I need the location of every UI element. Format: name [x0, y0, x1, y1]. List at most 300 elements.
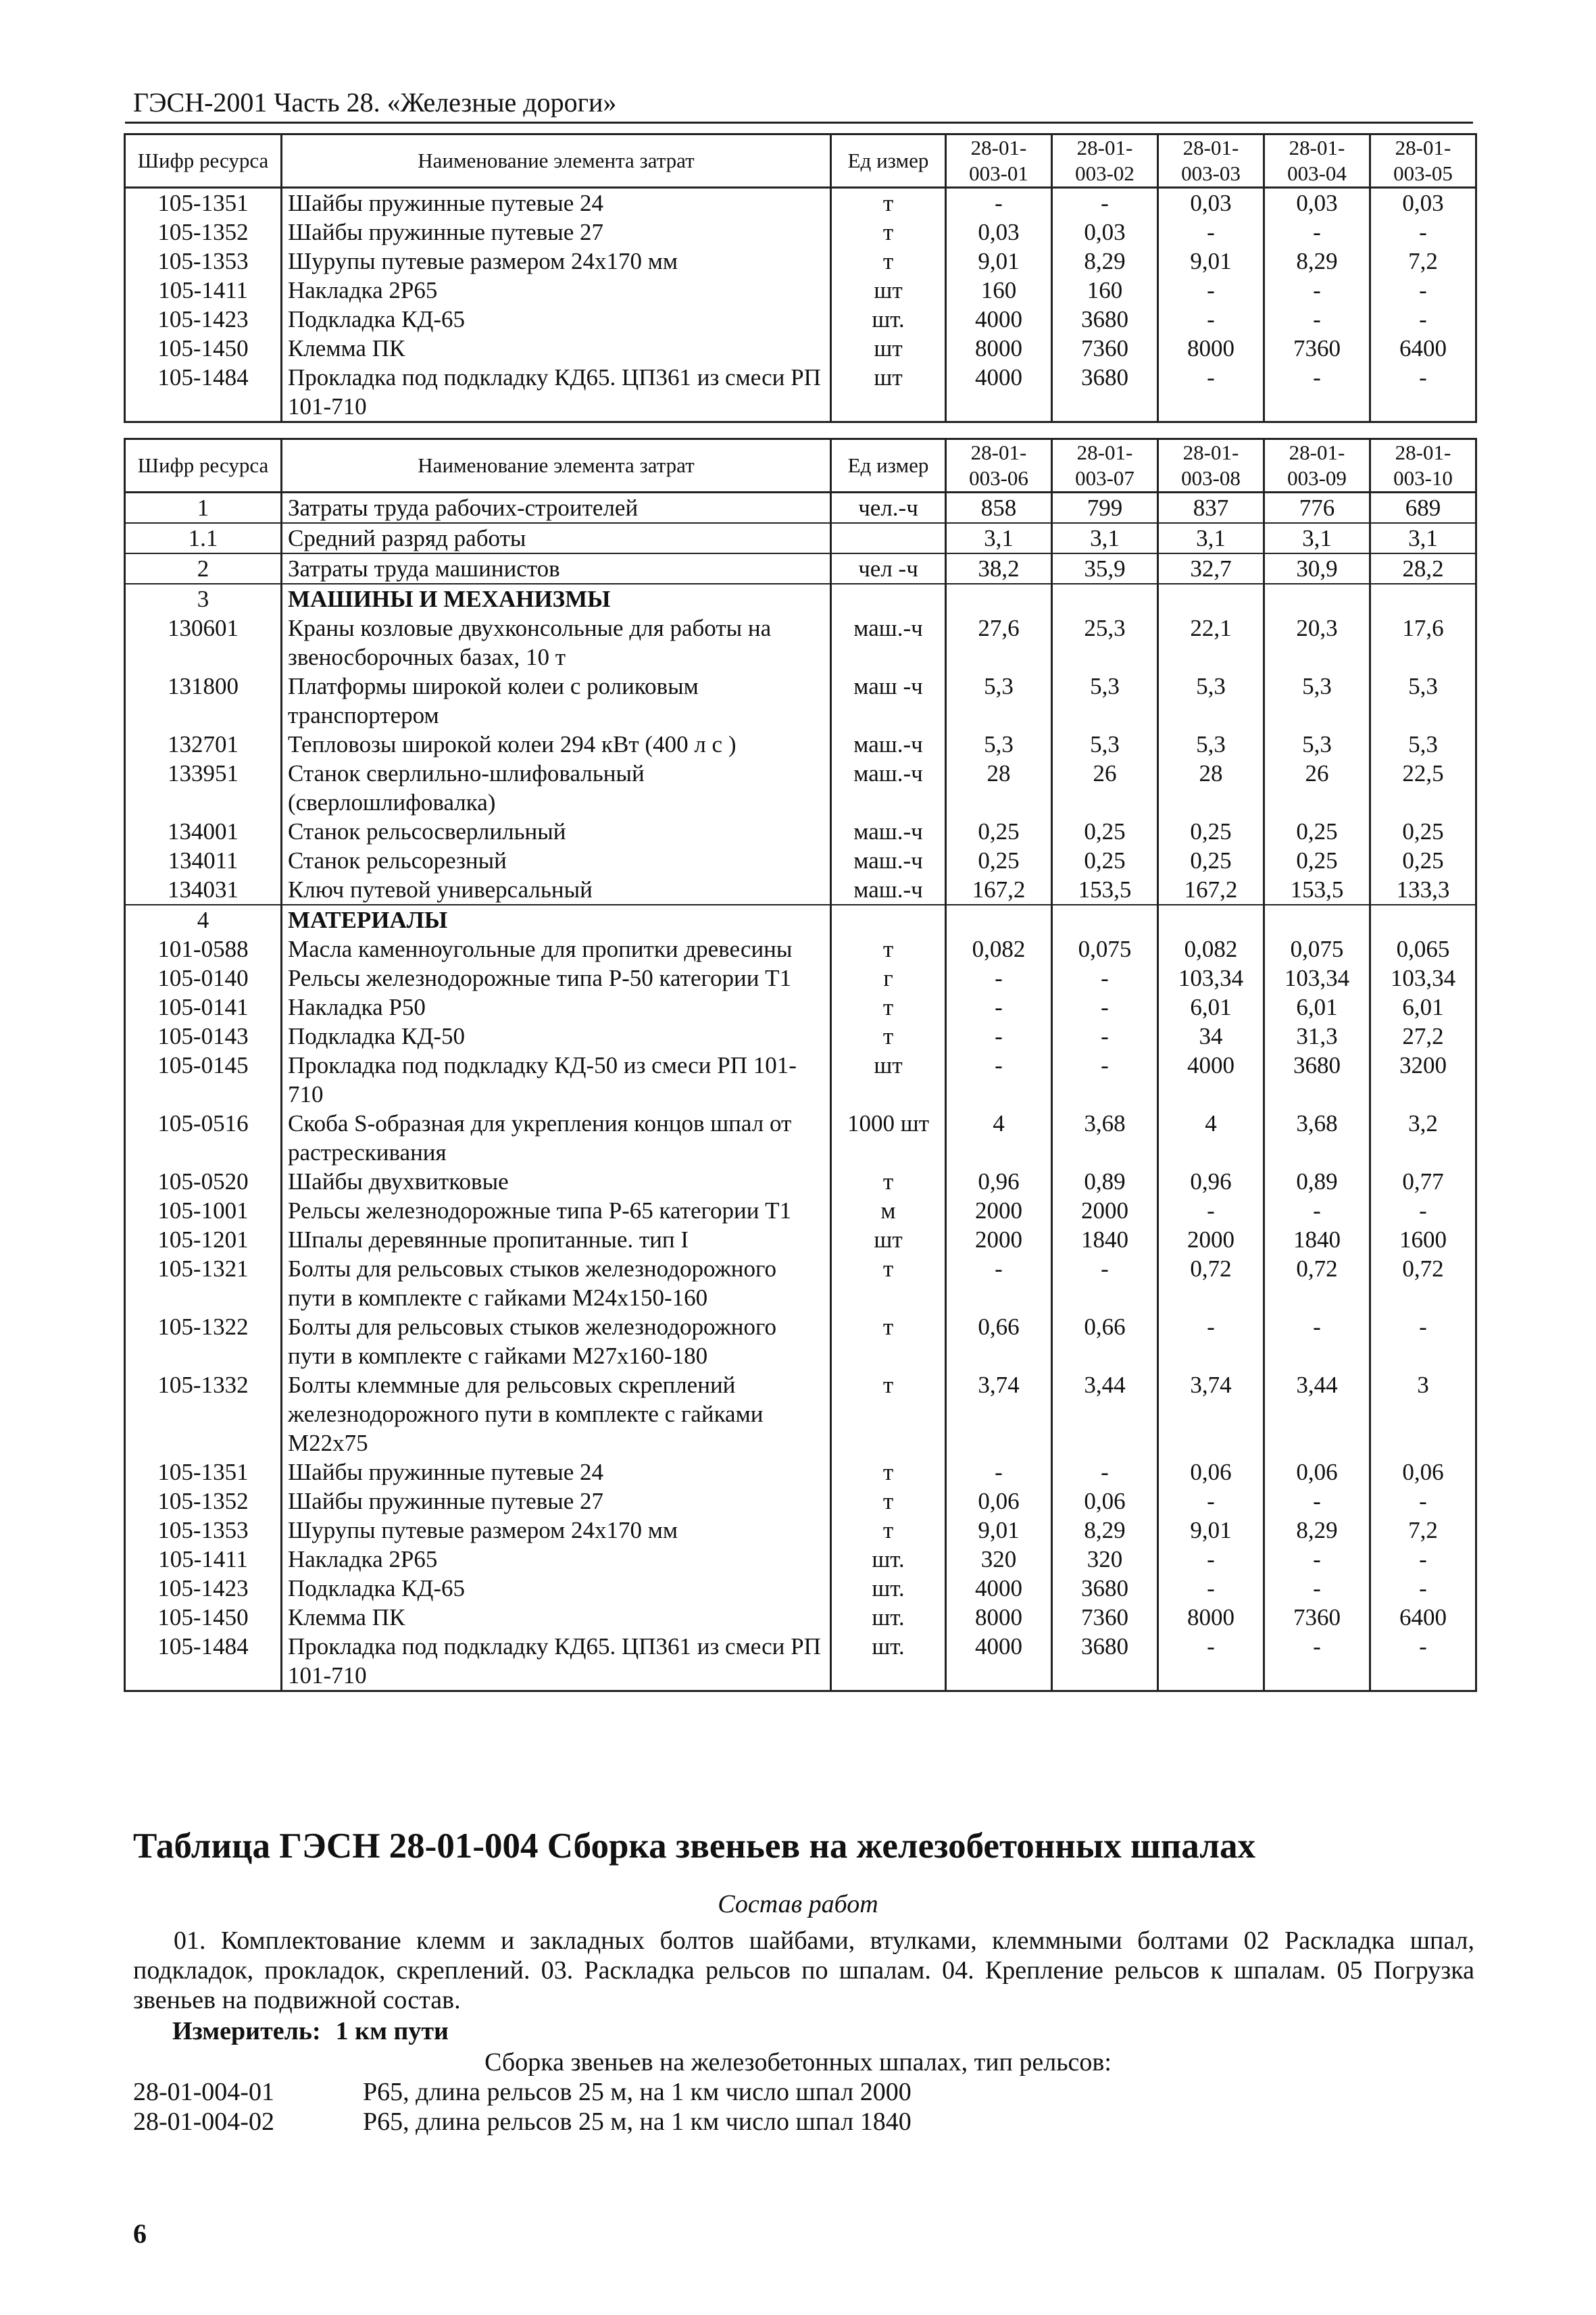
value-cell: 799 — [1052, 493, 1158, 524]
section-title: Таблица ГЭСН 28-01-004 Сборка звеньев на железобетонных шпалах — [133, 1826, 1255, 1866]
column-header: Шифр ресурса — [125, 134, 282, 188]
resource-name: Шурупы путевые размером 24x170 мм — [282, 1516, 831, 1545]
section-subtitle: Состав работ — [718, 1890, 878, 1918]
value-cell: 0,25 — [946, 846, 1052, 875]
resource-name: Шайбы пружинные путевые 27 — [282, 218, 831, 247]
value-cell: 3680 — [1052, 305, 1158, 334]
value-cell — [1370, 584, 1476, 614]
resource-name: Затраты труда рабочих-строителей — [282, 493, 831, 524]
resource-code: 105-0140 — [125, 964, 282, 993]
meter-value: 1 км пути — [335, 2017, 449, 2045]
value-cell: - — [1052, 1022, 1158, 1051]
value-cell: 0,25 — [1264, 846, 1370, 875]
unit-cell: маш.-ч — [831, 817, 946, 846]
value-cell: 160 — [946, 276, 1052, 305]
value-cell: 837 — [1158, 493, 1264, 524]
table-row — [125, 1225, 1476, 1254]
work-description: 01. Комплектование клемм и закладных болтов шайбами, втулками, клеммными болтами 02 Раскладка шпал, подкладок, прокладок, скреплений. 03. Раскладка рельсов по шпалам. 04. Крепление рельсов к шпалам. 05 Погрузка звеньев на подвижной состав. — [133, 1926, 1474, 2014]
value-cell: - — [1264, 1632, 1370, 1691]
resource-code: 105-1484 — [125, 363, 282, 422]
column-header: 28-01-003-10 — [1370, 439, 1476, 493]
resource-name: Скоба S-образная для укрепления концов шпал от растрескивания — [282, 1109, 831, 1167]
value-cell: 7360 — [1264, 1603, 1370, 1632]
value-cell: 27,6 — [946, 614, 1052, 672]
column-header: 28-01-003-07 — [1052, 439, 1158, 493]
value-cell: 5,3 — [946, 672, 1052, 730]
resource-code: 134031 — [125, 875, 282, 905]
resource-code: 133951 — [125, 759, 282, 817]
table-row — [125, 672, 1476, 730]
value-cell: - — [1370, 1196, 1476, 1225]
variant-text: Р65, длина рельсов 25 м, на 1 км число шпал 2000 — [363, 2078, 912, 2106]
unit-cell: шт — [831, 334, 946, 363]
value-cell: 28,2 — [1370, 553, 1476, 584]
value-cell: - — [1370, 276, 1476, 305]
resource-code: 130601 — [125, 614, 282, 672]
value-cell: 22,5 — [1370, 759, 1476, 817]
resource-name: Подкладка КД-65 — [282, 1574, 831, 1603]
value-cell: 5,3 — [1370, 672, 1476, 730]
value-cell: 32,7 — [1158, 553, 1264, 584]
value-cell: 3,1 — [1052, 523, 1158, 553]
table-row — [125, 964, 1476, 993]
value-cell: 103,34 — [1158, 964, 1264, 993]
unit-cell: маш.-ч — [831, 614, 946, 672]
table-row — [125, 614, 1476, 672]
resource-code: 134001 — [125, 817, 282, 846]
value-cell: 6,01 — [1370, 993, 1476, 1022]
table-header-row — [125, 439, 1476, 493]
resource-code: 105-0520 — [125, 1167, 282, 1196]
value-cell: 5,3 — [1158, 730, 1264, 759]
resource-code: 105-1351 — [125, 1458, 282, 1487]
resource-name: Подкладка КД-50 — [282, 1022, 831, 1051]
unit-cell: 1000 шт — [831, 1109, 946, 1167]
unit-cell: маш.-ч — [831, 730, 946, 759]
value-cell: - — [1370, 1312, 1476, 1370]
value-cell: - — [1264, 1312, 1370, 1370]
unit-cell: т — [831, 1516, 946, 1545]
variants-title: Сборка звеньев на железобетонных шпалах, тип рельсов: — [484, 2048, 1112, 2076]
value-cell: 858 — [946, 493, 1052, 524]
value-cell: 31,3 — [1264, 1022, 1370, 1051]
value-cell: - — [1158, 1632, 1264, 1691]
unit-cell: т — [831, 1458, 946, 1487]
value-cell: 103,34 — [1370, 964, 1476, 993]
value-cell: 8,29 — [1264, 1516, 1370, 1545]
value-cell: 0,25 — [1370, 846, 1476, 875]
value-cell: 6,01 — [1264, 993, 1370, 1022]
unit-cell: шт. — [831, 1632, 946, 1691]
table-row — [125, 1196, 1476, 1225]
value-cell: 3,2 — [1370, 1109, 1476, 1167]
value-cell: 3,74 — [946, 1370, 1052, 1458]
resource-code: 105-1352 — [125, 218, 282, 247]
value-cell: 2000 — [1052, 1196, 1158, 1225]
value-cell: 5,3 — [1264, 672, 1370, 730]
value-cell: - — [1370, 1545, 1476, 1574]
value-cell: 28 — [946, 759, 1052, 817]
resource-code: 105-1411 — [125, 276, 282, 305]
page-number: 6 — [133, 2218, 147, 2249]
unit-cell: т — [831, 1167, 946, 1196]
value-cell: 0,075 — [1052, 935, 1158, 964]
unit-cell: т — [831, 218, 946, 247]
unit-cell: т — [831, 993, 946, 1022]
value-cell: 167,2 — [1158, 875, 1264, 905]
value-cell: 153,5 — [1264, 875, 1370, 905]
value-cell: 0,89 — [1264, 1167, 1370, 1196]
value-cell: 30,9 — [1264, 553, 1370, 584]
value-cell: 0,03 — [1052, 218, 1158, 247]
value-cell: 3680 — [1052, 1574, 1158, 1603]
resource-name: Шайбы пружинные путевые 24 — [282, 1458, 831, 1487]
variant-row — [133, 2107, 912, 2137]
unit-cell: маш.-ч — [831, 846, 946, 875]
resource-name: Болты для рельсовых стыков железнодорожного пути в комплекте с гайками М24х150-160 — [282, 1254, 831, 1312]
value-cell: 2000 — [1158, 1225, 1264, 1254]
value-cell: 3,44 — [1052, 1370, 1158, 1458]
page-header: ГЭСН-2001 Часть 28. «Железные дороги» — [133, 87, 617, 118]
resource-name: Станок сверлильно-шлифовальный (сверлошлифовалка) — [282, 759, 831, 817]
value-cell: - — [946, 1051, 1052, 1109]
value-cell: - — [946, 1254, 1052, 1312]
unit-cell: г — [831, 964, 946, 993]
table-header-row — [125, 134, 1476, 188]
value-cell: 0,72 — [1264, 1254, 1370, 1312]
column-header: 28-01-003-08 — [1158, 439, 1264, 493]
unit-cell: чел -ч — [831, 553, 946, 584]
value-cell: 0,06 — [946, 1487, 1052, 1516]
column-header: Наименование элемента затрат — [282, 439, 831, 493]
resource-code: 4 — [125, 905, 282, 935]
value-cell: 320 — [1052, 1545, 1158, 1574]
unit-cell: маш.-ч — [831, 759, 946, 817]
value-cell: 8000 — [946, 334, 1052, 363]
value-cell — [1158, 905, 1264, 935]
value-cell: 3,44 — [1264, 1370, 1370, 1458]
resource-code: 3 — [125, 584, 282, 614]
table-row — [125, 1487, 1476, 1516]
unit-cell: т — [831, 1022, 946, 1051]
resource-name: Станок рельсосверлильный — [282, 817, 831, 846]
value-cell: 689 — [1370, 493, 1476, 524]
value-cell: - — [1158, 1487, 1264, 1516]
value-cell — [946, 584, 1052, 614]
resource-name: Платформы широкой колеи с роликовым транспортером — [282, 672, 831, 730]
unit-cell: шт. — [831, 1574, 946, 1603]
section-heading: МАТЕРИАЛЫ — [282, 905, 831, 935]
column-header: Ед измер — [831, 439, 946, 493]
resource-code: 105-1423 — [125, 305, 282, 334]
table-row — [125, 1370, 1476, 1458]
value-cell: - — [1158, 1574, 1264, 1603]
unit-cell — [831, 905, 946, 935]
unit-cell: т — [831, 1370, 946, 1458]
value-cell: 3,1 — [946, 523, 1052, 553]
column-header: 28-01-003-02 — [1052, 134, 1158, 188]
table-row — [125, 493, 1476, 524]
resource-code: 1.1 — [125, 523, 282, 553]
value-cell: - — [1158, 305, 1264, 334]
column-header: 28-01-003-09 — [1264, 439, 1370, 493]
value-cell: 9,01 — [946, 1516, 1052, 1545]
value-cell: 0,25 — [1052, 846, 1158, 875]
value-cell: 7360 — [1052, 334, 1158, 363]
column-header: 28-01-003-01 — [946, 134, 1052, 188]
value-cell: 35,9 — [1052, 553, 1158, 584]
table-row — [125, 905, 1476, 935]
value-cell: - — [946, 1022, 1052, 1051]
value-cell: - — [1052, 188, 1158, 218]
value-cell: 0,66 — [1052, 1312, 1158, 1370]
value-cell: 7,2 — [1370, 247, 1476, 276]
value-cell: 3 — [1370, 1370, 1476, 1458]
resource-name: Шайбы двухвитковые — [282, 1167, 831, 1196]
table-row — [125, 276, 1476, 305]
value-cell: - — [1264, 363, 1370, 422]
resource-code: 132701 — [125, 730, 282, 759]
resource-name: Клемма ПК — [282, 334, 831, 363]
resource-code: 105-0143 — [125, 1022, 282, 1051]
value-cell: 25,3 — [1052, 614, 1158, 672]
resource-name: Масла каменноугольные для пропитки древесины — [282, 935, 831, 964]
resource-name: Ключ путевой универсальный — [282, 875, 831, 905]
table-row — [125, 188, 1476, 218]
resource-name: Болты клеммные для рельсовых скреплений железнодорожного пути в комплекте с гайками М22х75 — [282, 1370, 831, 1458]
value-cell: 3680 — [1052, 1632, 1158, 1691]
unit-cell: маш -ч — [831, 672, 946, 730]
value-cell: 8,29 — [1052, 247, 1158, 276]
unit-cell: т — [831, 188, 946, 218]
value-cell: 3,68 — [1052, 1109, 1158, 1167]
value-cell: 28 — [1158, 759, 1264, 817]
value-cell: 1840 — [1052, 1225, 1158, 1254]
value-cell: 7,2 — [1370, 1516, 1476, 1545]
value-cell: 4000 — [1158, 1051, 1264, 1109]
table-row — [125, 846, 1476, 875]
value-cell: 4 — [1158, 1109, 1264, 1167]
value-cell: 3,74 — [1158, 1370, 1264, 1458]
value-cell: 6,01 — [1158, 993, 1264, 1022]
resource-name: Клемма ПК — [282, 1603, 831, 1632]
table-row — [125, 1167, 1476, 1196]
unit-cell: т — [831, 247, 946, 276]
value-cell: 3680 — [1052, 363, 1158, 422]
variant-text: Р65, длина рельсов 25 м, на 1 км число шпал 1840 — [363, 2108, 912, 2136]
value-cell: 0,66 — [946, 1312, 1052, 1370]
value-cell: 0,25 — [1264, 817, 1370, 846]
resource-name: Накладка 2Р65 — [282, 276, 831, 305]
value-cell: 320 — [946, 1545, 1052, 1574]
value-cell: 4 — [946, 1109, 1052, 1167]
value-cell: - — [1052, 964, 1158, 993]
table-row — [125, 817, 1476, 846]
table-row — [125, 1516, 1476, 1545]
value-cell: 3,1 — [1158, 523, 1264, 553]
column-header: 28-01-003-05 — [1370, 134, 1476, 188]
value-cell: 2000 — [946, 1225, 1052, 1254]
value-cell: 0,06 — [1264, 1458, 1370, 1487]
value-cell: - — [946, 1458, 1052, 1487]
meter-line — [172, 2016, 449, 2046]
value-cell: - — [1264, 276, 1370, 305]
value-cell: - — [1264, 1487, 1370, 1516]
resource-name: Станок рельсорезный — [282, 846, 831, 875]
table-row — [125, 759, 1476, 817]
value-cell: - — [1158, 1196, 1264, 1225]
table-row — [125, 218, 1476, 247]
resource-name: Шайбы пружинные путевые 24 — [282, 188, 831, 218]
resource-code: 105-1450 — [125, 1603, 282, 1632]
value-cell: - — [1052, 993, 1158, 1022]
value-cell: 1840 — [1264, 1225, 1370, 1254]
value-cell: 0,075 — [1264, 935, 1370, 964]
table-row — [125, 935, 1476, 964]
value-cell — [1158, 584, 1264, 614]
value-cell: 5,3 — [1052, 730, 1158, 759]
table-row — [125, 875, 1476, 905]
unit-cell: т — [831, 935, 946, 964]
value-cell: 0,25 — [946, 817, 1052, 846]
resource-name: Шайбы пружинные путевые 27 — [282, 1487, 831, 1516]
table-row — [125, 584, 1476, 614]
resource-code: 105-1353 — [125, 1516, 282, 1545]
table-row — [125, 1574, 1476, 1603]
value-cell: 0,06 — [1158, 1458, 1264, 1487]
resource-name: Прокладка под подкладку КД65. ЦП361 из смеси РП 101-710 — [282, 1632, 831, 1691]
value-cell: 7360 — [1052, 1603, 1158, 1632]
value-cell: 3200 — [1370, 1051, 1476, 1109]
value-cell: 0,72 — [1370, 1254, 1476, 1312]
resource-name: Краны козловые двухконсольные для работы на звеносборочных базах, 10 т — [282, 614, 831, 672]
value-cell: 9,01 — [1158, 1516, 1264, 1545]
value-cell: 22,1 — [1158, 614, 1264, 672]
value-cell: 0,03 — [946, 218, 1052, 247]
value-cell: - — [1264, 305, 1370, 334]
resource-name: Накладка Р50 — [282, 993, 831, 1022]
value-cell: 4000 — [946, 1574, 1052, 1603]
column-header: 28-01-003-04 — [1264, 134, 1370, 188]
value-cell: 0,25 — [1158, 846, 1264, 875]
value-cell: 26 — [1052, 759, 1158, 817]
value-cell: 0,96 — [946, 1167, 1052, 1196]
value-cell: 0,25 — [1052, 817, 1158, 846]
resource-name: Тепловозы широкой колеи 294 кВт (400 л с ) — [282, 730, 831, 759]
column-header: 28-01-003-03 — [1158, 134, 1264, 188]
column-header: Шифр ресурса — [125, 439, 282, 493]
unit-cell: шт. — [831, 1545, 946, 1574]
unit-cell: шт — [831, 276, 946, 305]
value-cell: 0,03 — [1158, 188, 1264, 218]
value-cell: - — [1370, 1487, 1476, 1516]
resource-code: 105-0141 — [125, 993, 282, 1022]
value-cell: 0,06 — [1052, 1487, 1158, 1516]
value-cell: 0,25 — [1158, 817, 1264, 846]
table-row — [125, 334, 1476, 363]
resource-name: Прокладка под подкладку КД65. ЦП361 из смеси РП 101-710 — [282, 363, 831, 422]
value-cell: 34 — [1158, 1022, 1264, 1051]
table-row — [125, 993, 1476, 1022]
value-cell: 0,25 — [1370, 817, 1476, 846]
resource-code: 105-1351 — [125, 188, 282, 218]
resource-table-1 — [124, 133, 1477, 423]
value-cell: - — [1370, 363, 1476, 422]
value-cell: 0,03 — [1264, 188, 1370, 218]
table-row — [125, 1109, 1476, 1167]
resource-name: Средний разряд работы — [282, 523, 831, 553]
value-cell: - — [1264, 218, 1370, 247]
value-cell: 38,2 — [946, 553, 1052, 584]
table-row — [125, 1632, 1476, 1691]
value-cell: 167,2 — [946, 875, 1052, 905]
resource-code: 105-1484 — [125, 1632, 282, 1691]
value-cell: 8,29 — [1052, 1516, 1158, 1545]
resource-code: 105-1001 — [125, 1196, 282, 1225]
value-cell: - — [1264, 1574, 1370, 1603]
unit-cell: шт. — [831, 305, 946, 334]
value-cell: 0,96 — [1158, 1167, 1264, 1196]
value-cell: - — [1052, 1458, 1158, 1487]
table-row — [125, 247, 1476, 276]
value-cell: - — [1370, 1574, 1476, 1603]
value-cell: 3680 — [1264, 1051, 1370, 1109]
unit-cell: шт — [831, 1225, 946, 1254]
value-cell: 2000 — [946, 1196, 1052, 1225]
unit-cell: маш.-ч — [831, 875, 946, 905]
unit-cell — [831, 584, 946, 614]
value-cell: - — [1370, 1632, 1476, 1691]
table-row — [125, 363, 1476, 422]
unit-cell: т — [831, 1254, 946, 1312]
value-cell: 6400 — [1370, 334, 1476, 363]
unit-cell: м — [831, 1196, 946, 1225]
resource-code: 2 — [125, 553, 282, 584]
value-cell: - — [1158, 218, 1264, 247]
value-cell: 133,3 — [1370, 875, 1476, 905]
value-cell — [1052, 584, 1158, 614]
unit-cell: т — [831, 1487, 946, 1516]
section-heading: МАШИНЫ И МЕХАНИЗМЫ — [282, 584, 831, 614]
resource-code: 105-1411 — [125, 1545, 282, 1574]
table-row — [125, 1022, 1476, 1051]
table-row — [125, 305, 1476, 334]
value-cell: 0,082 — [946, 935, 1052, 964]
value-cell: - — [946, 993, 1052, 1022]
table-row — [125, 730, 1476, 759]
value-cell: 4000 — [946, 1632, 1052, 1691]
value-cell: 0,89 — [1052, 1167, 1158, 1196]
value-cell: 17,6 — [1370, 614, 1476, 672]
variant-row — [133, 2077, 912, 2107]
value-cell: 20,3 — [1264, 614, 1370, 672]
value-cell: - — [1052, 1254, 1158, 1312]
value-cell — [1264, 584, 1370, 614]
value-cell: 8000 — [946, 1603, 1052, 1632]
variant-code: 28-01-004-01 — [133, 2078, 274, 2106]
value-cell: 3,68 — [1264, 1109, 1370, 1167]
column-header: Ед измер — [831, 134, 946, 188]
value-cell: 4000 — [946, 363, 1052, 422]
table-row — [125, 1051, 1476, 1109]
value-cell: 776 — [1264, 493, 1370, 524]
value-cell: - — [1158, 363, 1264, 422]
resource-name: Затраты труда машинистов — [282, 553, 831, 584]
value-cell: 0,06 — [1370, 1458, 1476, 1487]
value-cell: 6400 — [1370, 1603, 1476, 1632]
resource-name: Накладка 2Р65 — [282, 1545, 831, 1574]
value-cell — [1264, 905, 1370, 935]
